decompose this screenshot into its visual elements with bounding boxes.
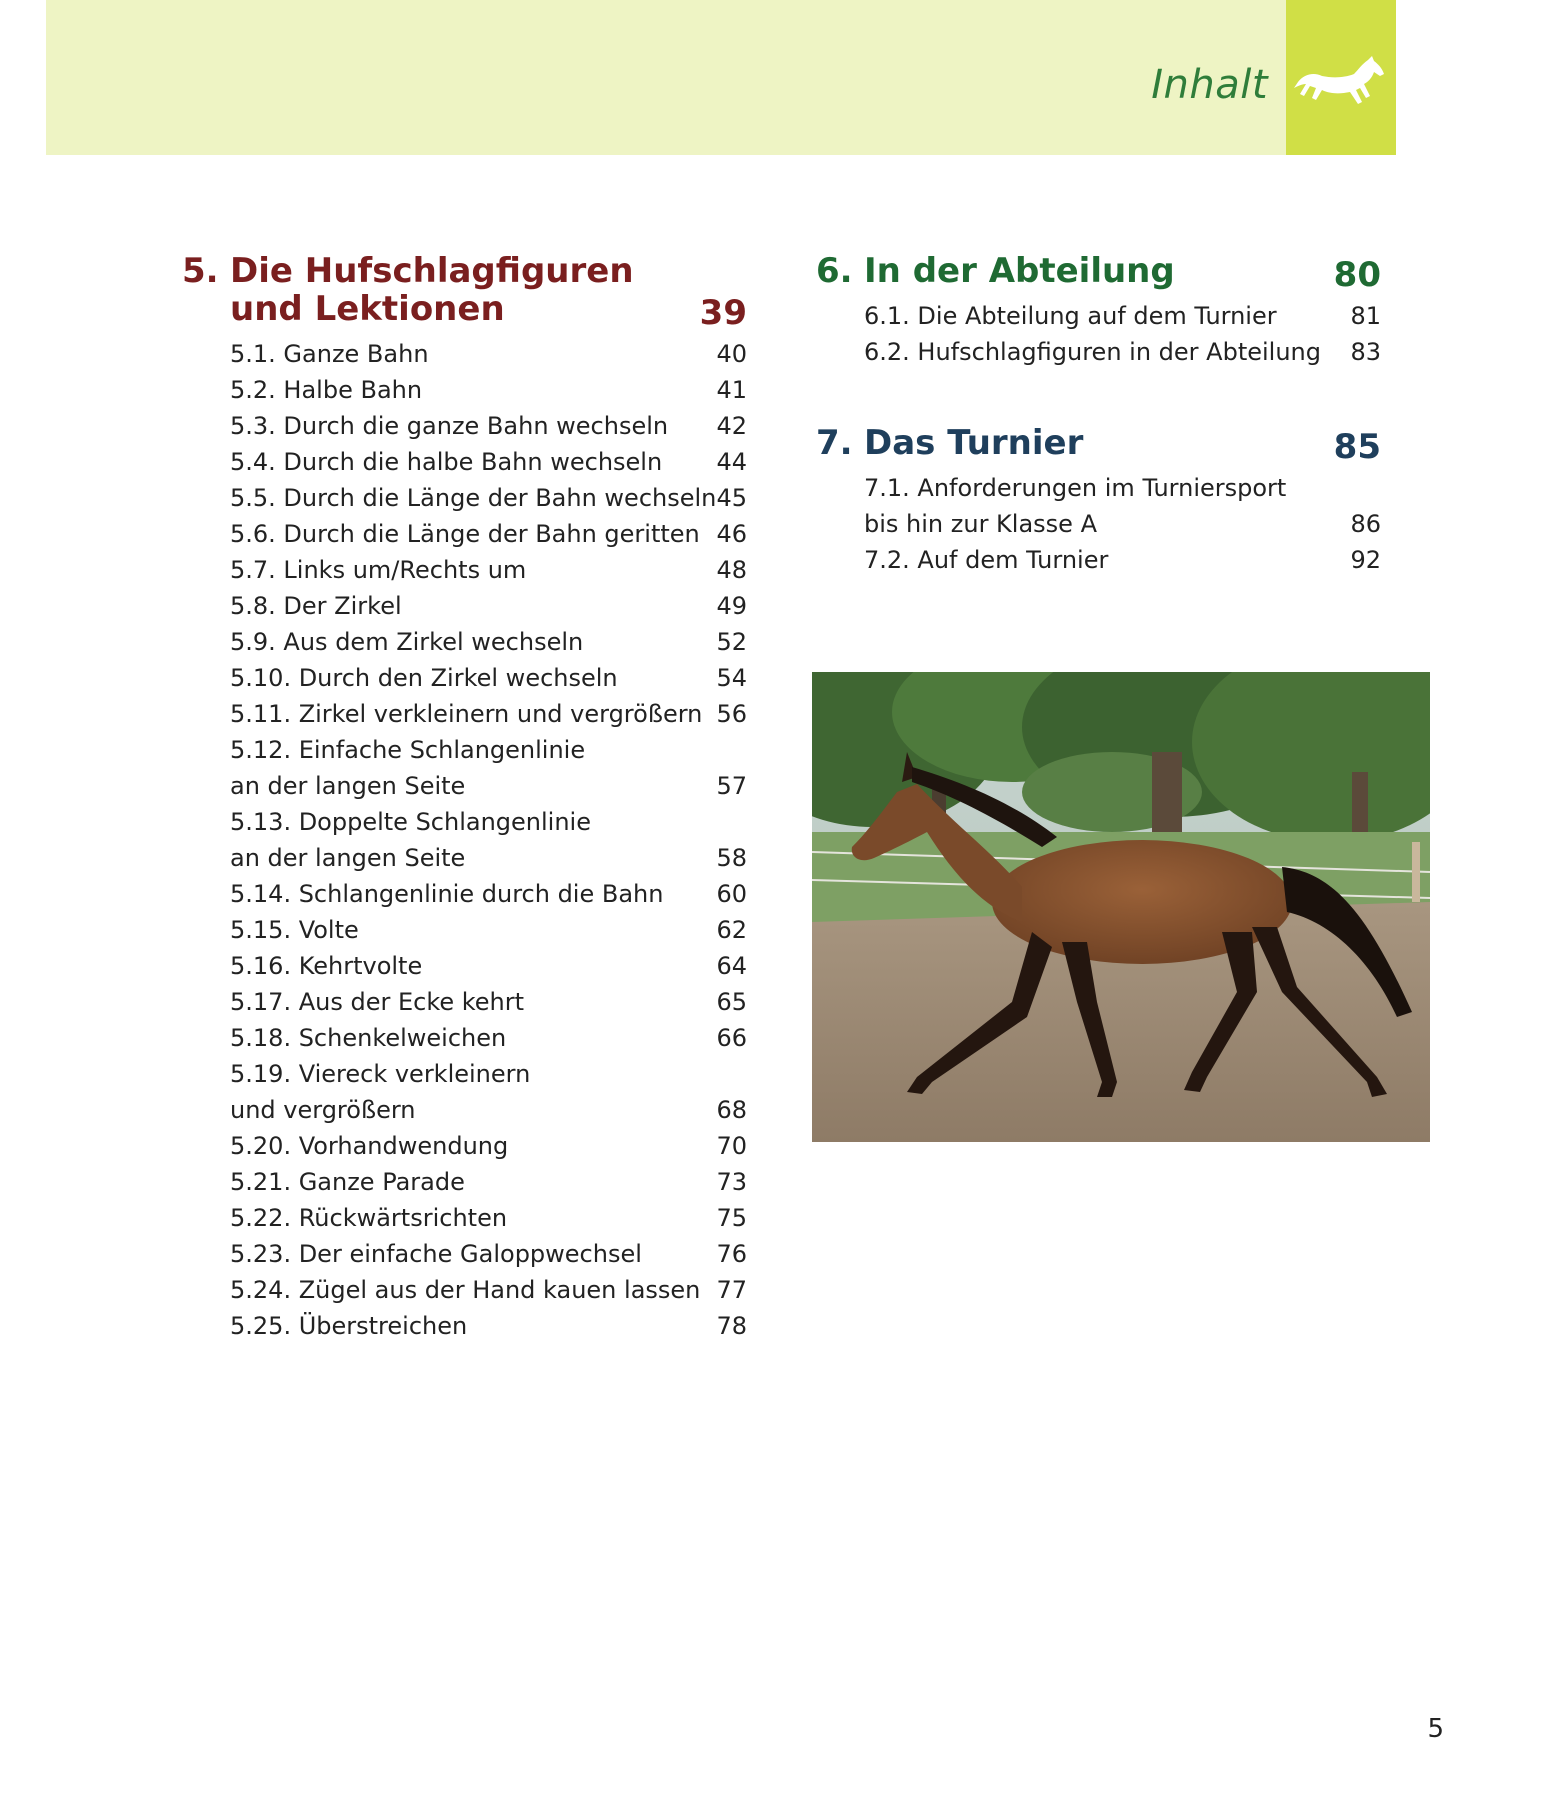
horse-icon xyxy=(1292,52,1388,108)
toc-entry-label: an der langen Seite xyxy=(230,772,466,800)
toc-entry[interactable] xyxy=(864,334,1381,370)
chapter-title: Die Hufschlagfiguren und Lektionen xyxy=(230,251,634,329)
toc-entry-page: 77 xyxy=(716,1276,747,1304)
toc-entry-label: bis hin zur Klasse A xyxy=(864,510,1097,538)
toc-entry-label: 5.13. Doppelte Schlangenlinie xyxy=(230,808,591,836)
toc-entry-label: 5.20. Vorhandwendung xyxy=(230,1132,509,1160)
toc-entry[interactable] xyxy=(230,444,747,480)
header-band xyxy=(46,0,1396,155)
toc-entry[interactable] xyxy=(230,1020,747,1056)
toc-entry-page: 64 xyxy=(716,952,747,980)
toc-entry-label: 5.5. Durch die Länge der Bahn wechseln xyxy=(230,484,717,512)
toc-entry-label: 5.6. Durch die Länge der Bahn geritten xyxy=(230,520,700,548)
toc-entry[interactable] xyxy=(230,1164,747,1200)
header-tab xyxy=(1286,0,1396,155)
toc-entry[interactable] xyxy=(230,480,747,516)
toc-entry-label: 5.22. Rückwärtsrichten xyxy=(230,1204,508,1232)
toc-entry-label: 5.1. Ganze Bahn xyxy=(230,340,429,368)
toc-entry-label: 5.16. Kehrtvolte xyxy=(230,952,423,980)
toc-entry[interactable] xyxy=(230,1092,747,1128)
toc-entry-page: 41 xyxy=(716,376,747,404)
chapter-title: Das Turnier xyxy=(864,423,1084,463)
toc-entry[interactable] xyxy=(230,1308,747,1344)
chapter-5-heading[interactable] xyxy=(182,251,747,333)
toc-entry-label: 5.3. Durch die ganze Bahn wechseln xyxy=(230,412,669,440)
toc-entry-page: 49 xyxy=(716,592,747,620)
chapter-6-entries xyxy=(864,298,1381,370)
toc-entry[interactable] xyxy=(230,660,747,696)
toc-entry[interactable] xyxy=(230,408,747,444)
page-number: 5 xyxy=(1427,1714,1444,1744)
toc-entry-label: 5.25. Überstreichen xyxy=(230,1312,468,1340)
toc-entry-label: 7.2. Auf dem Turnier xyxy=(864,546,1109,574)
toc-entry-page: 66 xyxy=(716,1024,747,1052)
toc-entry-page: 56 xyxy=(716,700,747,728)
toc-entry-page: 73 xyxy=(716,1168,747,1196)
toc-entry-page: 76 xyxy=(716,1240,747,1268)
toc-entry-label: 5.23. Der einfache Galoppwechsel xyxy=(230,1240,642,1268)
toc-entry-label: 5.9. Aus dem Zirkel wechseln xyxy=(230,628,584,656)
toc-entry[interactable] xyxy=(230,696,747,732)
chapter-5-entries xyxy=(230,336,747,1344)
toc-entry-page: 42 xyxy=(716,412,747,440)
toc-left-column xyxy=(182,252,747,1344)
toc-entry-label: 5.4. Durch die halbe Bahn wechseln xyxy=(230,448,663,476)
toc-entry[interactable] xyxy=(230,912,747,948)
toc-entry-label: 5.2. Halbe Bahn xyxy=(230,376,423,404)
toc-entry-page: 83 xyxy=(1350,338,1381,366)
toc-entry-page: 78 xyxy=(716,1312,747,1340)
toc-entry[interactable] xyxy=(230,1272,747,1308)
toc-entry-label: 7.1. Anforderungen im Turniersport xyxy=(864,474,1287,502)
toc-entry[interactable] xyxy=(230,768,747,804)
toc-entry-page: 70 xyxy=(716,1132,747,1160)
section-title: Inhalt xyxy=(1151,62,1268,108)
toc-entry-label: und vergrößern xyxy=(230,1096,416,1124)
toc-entry-page: 57 xyxy=(716,772,747,800)
bay-horse-trotting-photo xyxy=(812,672,1430,1142)
toc-entry-page: 62 xyxy=(716,916,747,944)
toc-entry-label: 5.17. Aus der Ecke kehrt xyxy=(230,988,525,1016)
toc-entry-label: 5.8. Der Zirkel xyxy=(230,592,402,620)
toc-entry[interactable] xyxy=(230,372,747,408)
toc-entry-page: 81 xyxy=(1350,302,1381,330)
toc-entry-label: 5.10. Durch den Zirkel wechseln xyxy=(230,664,618,692)
toc-entry[interactable] xyxy=(230,624,747,660)
chapter-title: In der Abteilung xyxy=(864,251,1175,291)
toc-entry[interactable] xyxy=(230,552,747,588)
toc-entry[interactable] xyxy=(230,1128,747,1164)
toc-entry-page: 40 xyxy=(716,340,747,368)
toc-entry-label: 6.1. Die Abteilung auf dem Turnier xyxy=(864,302,1277,330)
chapter-number: 6. xyxy=(816,251,853,291)
toc-entry-label: 5.15. Volte xyxy=(230,916,359,944)
toc-entry[interactable] xyxy=(230,984,747,1020)
toc-entry-page: 86 xyxy=(1350,510,1381,538)
toc-entry-label: 5.7. Links um/Rechts um xyxy=(230,556,527,584)
toc-entry[interactable] xyxy=(230,732,747,768)
toc-entry-page: 46 xyxy=(716,520,747,548)
toc-entry-page: 45 xyxy=(716,484,747,512)
toc-entry[interactable] xyxy=(864,470,1381,506)
chapter-page: 85 xyxy=(1333,427,1381,467)
chapter-7-entries xyxy=(864,470,1381,578)
toc-entry-label: 5.18. Schenkelweichen xyxy=(230,1024,507,1052)
toc-entry-page: 68 xyxy=(716,1096,747,1124)
toc-entry[interactable] xyxy=(230,804,747,840)
toc-entry-label: 5.24. Zügel aus der Hand kauen lassen xyxy=(230,1276,701,1304)
toc-entry-label: 5.21. Ganze Parade xyxy=(230,1168,465,1196)
toc-right-column xyxy=(816,252,1381,578)
toc-entry[interactable] xyxy=(230,588,747,624)
toc-entry-page: 48 xyxy=(716,556,747,584)
chapter-page: 39 xyxy=(699,293,747,333)
toc-entry[interactable] xyxy=(230,876,747,912)
chapter-7-heading[interactable] xyxy=(816,423,1381,467)
chapter-page: 80 xyxy=(1333,255,1381,295)
toc-entry-label: 5.19. Viereck verkleinern xyxy=(230,1060,531,1088)
toc-entry-label: an der langen Seite xyxy=(230,844,466,872)
toc-entry-page: 58 xyxy=(716,844,747,872)
toc-entry-page: 92 xyxy=(1350,546,1381,574)
toc-entry[interactable] xyxy=(230,1236,747,1272)
toc-entry-page: 65 xyxy=(716,988,747,1016)
chapter-number: 5. xyxy=(182,251,219,291)
toc-entry[interactable] xyxy=(230,1056,747,1092)
toc-entry[interactable] xyxy=(230,336,747,372)
toc-entry[interactable] xyxy=(230,948,747,984)
chapter-number: 7. xyxy=(816,423,853,463)
toc-entry-page: 52 xyxy=(716,628,747,656)
toc-entry-label: 5.12. Einfache Schlangenlinie xyxy=(230,736,586,764)
toc-entry-page: 44 xyxy=(716,448,747,476)
toc-entry[interactable] xyxy=(864,542,1381,578)
toc-entry-page: 60 xyxy=(716,880,747,908)
toc-entry[interactable] xyxy=(864,506,1381,542)
toc-entry-label: 6.2. Hufschlagfiguren in der Abteilung xyxy=(864,338,1321,366)
toc-entry-page: 75 xyxy=(716,1204,747,1232)
toc-entry-label: 5.11. Zirkel verkleinern und vergrößern xyxy=(230,700,703,728)
toc-entry[interactable] xyxy=(230,1200,747,1236)
toc-entry[interactable] xyxy=(230,840,747,876)
toc-entry-label: 5.14. Schlangenlinie durch die Bahn xyxy=(230,880,664,908)
toc-entry[interactable] xyxy=(864,298,1381,334)
toc-entry-page: 54 xyxy=(716,664,747,692)
chapter-6-heading[interactable] xyxy=(816,251,1381,295)
toc-entry[interactable] xyxy=(230,516,747,552)
